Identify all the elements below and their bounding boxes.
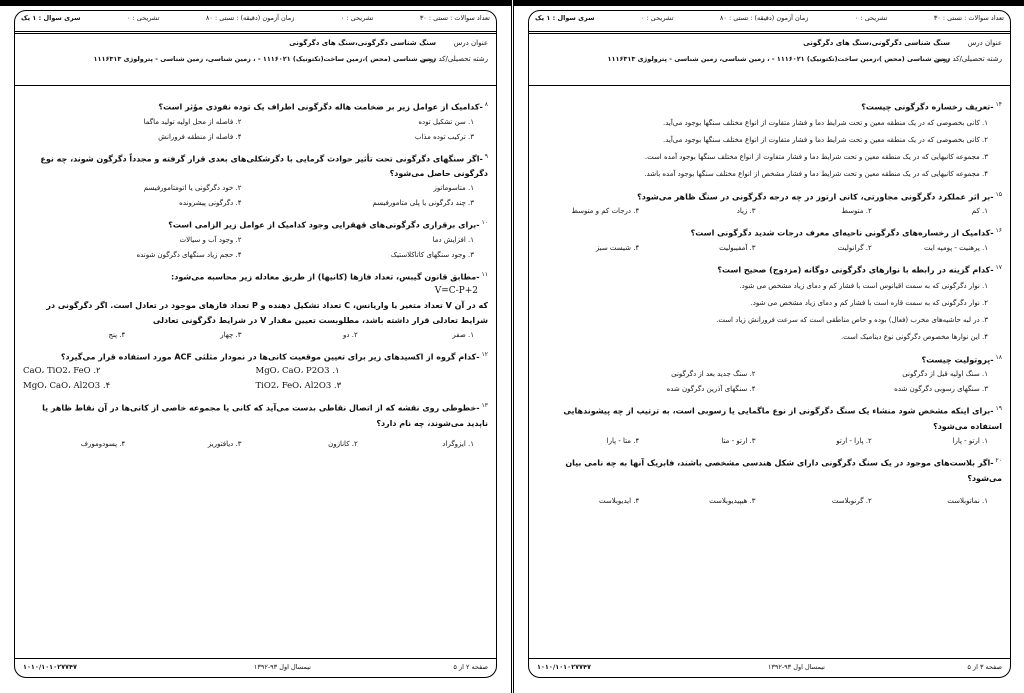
course-label: عنوان درس xyxy=(453,39,488,47)
option[interactable]: ۳. وجود سنگهای کاتاکلاستیک xyxy=(390,250,474,259)
field-value: زمین شناسی (محض )،زمین ساخت(تکتونیک) ۱۱۱۶۰۲۱ - ، زمین شناسی، زمین شناسی - پترولوژی ۱۱۱۶۳۱۳ xyxy=(93,55,436,63)
option[interactable]: ۱. ایزوگراد xyxy=(442,439,474,448)
question: $^{۱۹}$-برای اینکه مشخص شود منشاء یک سنگ دگرگونی از نوع ماگمایی یا رسوبی است، به ترتیب از چه پیشوندهایی استفاده می‌شود؟ ۱. ارتو - پارا ۲. پارا - ارتو ۳. ارتو - متا ۴. متا - پارا xyxy=(537,401,1002,449)
option[interactable]: ۲. کانازون xyxy=(328,439,358,448)
question-series: سری سوال : ۱ یک xyxy=(535,14,595,22)
course-title: سنگ شناسی دگرگونی،سنگ های دگرگونی xyxy=(289,39,436,47)
option[interactable]: ۳. زیاد xyxy=(736,207,756,216)
question-number: ۸ xyxy=(484,101,488,108)
option[interactable]: ۳. چند دگرگونی یا پلی متامورفیسم xyxy=(372,199,474,208)
question: $^{۱۴}$-تعریف رخساره دگرگونی چیست؟ ۱. کانی بخصوصی که در یک منطقه معین و تحت شرایط دما و فشار متفاوت از انواع مختلف سنگها بوجود می‌آید. ۲. کانی بخصوصی که در یک منطقه معین و تحت شرایط دما و فشار متفاوت از انواع مختلف سنگها بوجود می‌آید. ۳. مجموعه کانیهایی که در یک منطقه معین و تحت شرایط دما و فشار متفاوت از انواع مختلف سنگها بوجود آمده است. ۴. مجموعه کانیهایی که در یک منطقه معین و تحت شرایط دما و فشار مشخص از انواع مختلف سنگها بوجود آمده باشد. xyxy=(537,97,1002,183)
option[interactable]: ۱. کم xyxy=(971,207,988,216)
field-label: رشته تحصیلی/کد درس xyxy=(421,55,488,63)
option[interactable]: MgO، CaO، Al2O3 .۴ xyxy=(23,381,111,392)
option[interactable]: ۴. دگرگونی پیشرونده xyxy=(179,199,242,208)
option[interactable]: ۴. شیست سبز xyxy=(595,243,640,252)
exam-time: زمان آزمون (دقیقه) : تستی : ۸۰ xyxy=(205,14,295,22)
course-label: عنوان درس xyxy=(967,39,1002,47)
option[interactable]: ۴. این نوارها مخصوص دگرگونی نوع دینامیک است. xyxy=(840,332,988,341)
course-title: سنگ شناسی دگرگونی،سنگ های دگرگونی xyxy=(803,39,950,47)
question-text: کدام گروه از اکسیدهای زیر برای تعیین موقعیت کانی‌ها در نمودار مثلثی ACF مورد استفاده قرار می‌گیرد؟ xyxy=(60,352,477,362)
question-number: ۱۲ xyxy=(481,350,488,358)
exam-time: زمان آزمون (دقیقه) : تستی : ۸۰ xyxy=(719,14,809,22)
option[interactable]: ۴. پسودومورف xyxy=(80,439,126,448)
option[interactable]: ۱. سن تشکیل توده xyxy=(418,117,474,126)
question-text: کدامیک از عوامل زیر بر ضخامت هاله دگرگونی اطراف یک توده نفوذی مؤثر است؟ xyxy=(158,102,480,112)
question-number: ۱۷ xyxy=(995,263,1002,271)
option[interactable]: ۱. پرهنیت - پومپه ایت xyxy=(924,243,988,252)
option[interactable]: ۳. آمفیبولیت xyxy=(719,243,756,252)
option[interactable]: ۲. وجود آب و سیالات xyxy=(179,235,242,244)
option[interactable]: ۲. فاصله از محل اولیه تولید ماگما xyxy=(143,117,242,126)
option[interactable]: ۱. نماتوبلاست xyxy=(947,496,988,505)
option[interactable]: ۱. نوار دگرگونی که به سمت اقیانوس است با فشار کم و دمای زیاد مشخص می شود. xyxy=(739,281,988,290)
option[interactable]: ۲. دو xyxy=(343,330,358,339)
question-text-continued: که در آن V تعداد متغیر یا واریانس، C تعداد تشکیل دهنده و P تعداد فازهای موجود در تعادل است. اگر دگرگونی در شرایط تعادلی قرار داشته باشد، مطلوبست تعیین مقدار V در شرایط دگرگونی تعادلی xyxy=(46,300,488,325)
question: $^{۱۸}$-پروتولیت چیست؟ ۱. سنگ اولیه قبل از دگرگونی ۲. سنگ جدید بعد از دگرگونی ۳. سنگهای رسوبی دگرگون شده ۴. سنگهای آذرین دگرگون شده xyxy=(537,350,1002,398)
question-number: ۱۶ xyxy=(995,227,1002,235)
option[interactable]: ۴. ایدیوبلاست xyxy=(599,496,640,505)
option[interactable]: ۱. کانی بخصوصی که در یک منطقه معین و تحت شرایط دما و فشار متفاوت از انواع مختلف سنگها بوجود می‌آید. xyxy=(662,118,988,127)
question: $^{۱۵}$-بر اثر عملکرد دگرگونی مجاورتی، کانی ارتوز در چه درجه دگرگونی در سنگ ظاهر می‌شود؟ ۱. کم ۲. متوسط ۳. زیاد ۴. درجات کم و متوسط xyxy=(537,187,1002,220)
question: $^{۱۳}$-خطوطی روی نقشه که از اتصال نقاطی بدست می‌آید که کانی یا مجموعه خاصی از کانی‌ها در آن نقاط ظاهر یا ناپدید می‌شوند، چه نام دارد؟ ۱. ایزوگراد ۲. کانازون ۳. دیافتوریز ۴. پسودومورف xyxy=(23,398,488,452)
top-border xyxy=(0,0,511,6)
option[interactable]: ۳. هیپیدیوبلاست xyxy=(709,496,756,505)
exam-time-desc: تشریحی : ۰ xyxy=(126,14,160,22)
option[interactable]: ۴. درجات کم و متوسط xyxy=(571,207,640,216)
question-number: ۱۴ xyxy=(995,101,1002,108)
option[interactable]: ۳. ارتو - متا xyxy=(721,436,756,445)
option[interactable]: ۳. ترکیب توده مذاب xyxy=(414,132,474,141)
option[interactable]: ۴. پنج xyxy=(108,330,126,339)
option[interactable]: ۴. مجموعه کانیهایی که در یک منطقه معین و تحت شرایط دما و فشار مشخص از انواع مختلف سنگها بوجود آمده باشد. xyxy=(644,169,988,178)
option[interactable]: ۱. افزایش دما xyxy=(432,235,474,244)
exam-page-right xyxy=(513,0,1024,693)
question-text: اگر سنگهای دگرگونی تحت تأثیر حوادث گرمایی با دگرشکلی‌های بعدی قرار گرفته و مجدداً دگرگون شوند، چه نوع دگرگونی حاصل می‌شود؟ xyxy=(40,154,488,179)
question-number: ۱۸ xyxy=(995,353,1002,361)
option[interactable]: ۲. پارا - ارتو xyxy=(836,436,872,445)
question: $^{۱۰}$-برای برقراری دگرگونی‌های قهقرایی وجود کدامیک از عوامل زیر الزامی است؟ ۱. افزایش دما ۲. وجود آب و سیالات ۳. وجود سنگهای کاتاکلاستیک ۴. حجم زیاد سنگهای دگرگون شونده xyxy=(23,215,488,263)
question-number: ۱۹ xyxy=(995,405,1002,413)
question-text: برای اینکه مشخص شود منشاء یک سنگ دگرگونی از نوع ماگمایی یا رسوبی است، به ترتیب از چه پیشوندهایی استفاده می‌شود؟ xyxy=(563,406,1002,431)
question-series: سری سوال : ۱ یک xyxy=(21,14,81,22)
exam-header xyxy=(15,11,496,86)
option[interactable]: ۲. متوسط xyxy=(841,207,872,216)
option[interactable]: ۲. سنگ جدید بعد از دگرگونی xyxy=(671,370,756,379)
questions-area xyxy=(537,97,1002,653)
option[interactable]: ۱. ارتو - پارا xyxy=(952,436,988,445)
option[interactable]: ۳. سنگهای رسوبی دگرگون شده xyxy=(894,385,988,394)
question-text: کدام گزینه در رابطه با نوارهای دگرگونی دوگانه (مزدوج) صحیح است؟ xyxy=(717,265,991,275)
option[interactable]: ۱. سنگ اولیه قبل از دگرگونی xyxy=(902,370,988,379)
question: $^۸$-کدامیک از عوامل زیر بر ضخامت هاله دگرگونی اطراف یک توده نفوذی مؤثر است؟ ۱. سن تشکیل توده ۲. فاصله از محل اولیه تولید ماگما ۳. ترکیب توده مذاب ۴. فاصله از منطقه فرورانش xyxy=(23,97,488,145)
questions-area xyxy=(23,97,488,653)
question-number: ۱۱ xyxy=(481,270,488,278)
descriptive-count: تشریحی : ۰ xyxy=(854,14,888,22)
page-footer xyxy=(529,658,1010,677)
descriptive-count: تشریحی : ۰ xyxy=(340,14,374,22)
question-number: ۱۰ xyxy=(481,219,488,227)
question-text: پروتولیت چیست؟ xyxy=(921,355,991,365)
option[interactable]: ۲. گرنوبلاست xyxy=(831,496,872,505)
option[interactable]: ۴. فاصله از منطقه فرورانش xyxy=(158,132,242,141)
option[interactable]: ۳. دیافتوریز xyxy=(207,439,242,448)
page-frame xyxy=(528,10,1011,678)
option[interactable]: ۱. متاسوماتوز xyxy=(433,184,474,193)
question-number: ۱۵ xyxy=(995,190,1002,198)
question: $^{۱۱}$-مطابق قانون گیبس، تعداد فازها (کانیها) از طریق معادله زیر محاسبه می‌شود: V=C-P+2 که در آن V تعداد متغیر یا واریانس، C تعداد تشکیل دهنده و P تعداد فازهای موجود در تعادل است. اگر دگرگونی در شرایط تعادلی قرار داشته باشد، مطلوبست تعیین مقدار V در شرایط دگرگونی تعادلی ۱. صفر ۲. دو ۳. چهار ۴. پنج xyxy=(23,267,488,343)
field-value: زمین شناسی (محض )،زمین ساخت(تکتونیک) ۱۱۱۶۰۲۱ - ، زمین شناسی، زمین شناسی - پترولوژی ۱۱۱۶۳۱۳ xyxy=(607,55,950,63)
semester: نیمسال اول ۹۳-۱۳۹۲ xyxy=(253,663,311,671)
option[interactable]: MgO، CaO، P2O3 .۱ xyxy=(255,366,340,377)
option[interactable]: ۴. سنگهای آذرین دگرگون شده xyxy=(666,385,756,394)
question: $^{۱۷}$-کدام گزینه در رابطه با نوارهای دگرگونی دوگانه (مزدوج) صحیح است؟ ۱. نوار دگرگونی که به سمت اقیانوس است با فشار کم و دمای زیاد مشخص می شود. ۲. نوار دگرگونی که به سمت قاره است با فشار کم و دمای زیاد مشخص می شود. ۳. در لبه حاشیه‌های مخرب (فعال) بوده و خاص مناطقی است که سرعت فرورانش زیاد است. ۴. این نوارها مخصوص دگرگونی نوع دینامیک است. xyxy=(537,260,1002,346)
question: $^{۱۲}$-کدام گروه از اکسیدهای زیر برای تعیین موقعیت کانی‌ها در نمودار مثلثی ACF مورد استفاده قرار می‌گیرد؟ MgO، CaO، P2O3 .۱ CaO، TiO2، FeO .۲ TiO2، FeO، Al2O3 .۳ MgO، CaO، Al2O3 .۴ xyxy=(23,347,488,395)
option[interactable]: ۳. چهار xyxy=(220,330,242,339)
exam-header xyxy=(529,11,1010,86)
exam-time-desc: تشریحی : ۰ xyxy=(640,14,674,22)
option[interactable]: ۳. در لبه حاشیه‌های مخرب (فعال) بوده و خاص مناطقی است که سرعت فرورانش زیاد است. xyxy=(716,315,988,324)
field-label: رشته تحصیلی/کد درس xyxy=(935,55,1002,63)
exam-code: ۱۰۱۰/۱۰۱۰۲۷۷۴۷ xyxy=(537,663,591,671)
page-number: صفحه ۲ از ۵ xyxy=(453,663,488,671)
option[interactable]: ۴. متا - پارا xyxy=(606,436,640,445)
question: $^{۱۶}$-کدامیک از رخساره‌های دگرگونی ناحیه‌ای معرف درجات شدید دگرگونی است؟ ۱. پرهنیت - پومپه ایت ۲. گرانولیت ۳. آمفیبولیت ۴. شیست سبز xyxy=(537,223,1002,256)
question-number: ۱۳ xyxy=(481,402,488,410)
question-text: مطابق قانون گیبس، تعداد فازها (کانیها) از طریق معادله زیر محاسبه می‌شود: xyxy=(171,272,477,282)
option[interactable]: ۲. نوار دگرگونی که به سمت قاره است با فشار کم و دمای زیاد مشخص می شود. xyxy=(750,298,988,307)
question-text: خطوطی روی نقشه که از اتصال نقاطی بدست می‌آید که کانی یا مجموعه خاصی از کانی‌ها در آن نقاط ظاهر یا ناپدید می‌شوند، چه نام دارد؟ xyxy=(42,403,488,428)
question: $^{۲۰}$-اگر بلاست‌های موجود در یک سنگ دگرگونی دارای شکل هندسی مشخصی باشند، فابریک آنها به چه نامی بیان می‌شود؟ ۱. نماتوبلاست ۲. گرنوبلاست ۳. هیپیدیوبلاست ۴. ایدیوبلاست xyxy=(537,453,1002,509)
semester: نیمسال اول ۹۳-۱۳۹۲ xyxy=(767,663,825,671)
question-text: اگر بلاست‌های موجود در یک سنگ دگرگونی دارای شکل هندسی مشخصی باشند، فابریک آنها به چه نامی بیان می‌شود؟ xyxy=(565,458,1002,483)
gibbs-formula: V=C-P+2 xyxy=(434,285,478,296)
page-footer xyxy=(15,658,496,677)
question-number: ۹ xyxy=(484,152,488,160)
questions-count: تعداد سوالات : تستی : ۳۰ xyxy=(933,14,1004,22)
option[interactable]: TiO2، FeO، Al2O3 .۳ xyxy=(255,381,342,392)
option[interactable]: ۴. حجم زیاد سنگهای دگرگون شونده xyxy=(136,250,242,259)
question-text: کدامیک از رخساره‌های دگرگونی ناحیه‌ای معرف درجات شدید دگرگونی است؟ xyxy=(690,228,991,238)
question-number: ۲۰ xyxy=(995,456,1002,464)
page-frame xyxy=(14,10,497,678)
question-text: بر اثر عملکرد دگرگونی مجاورتی، کانی ارتوز در چه درجه دگرگونی در سنگ ظاهر می‌شود؟ xyxy=(637,192,991,202)
questions-count: تعداد سوالات : تستی : ۳۰ xyxy=(419,14,490,22)
page-number: صفحه ۳ از ۵ xyxy=(967,663,1002,671)
question-text: برای برقراری دگرگونی‌های قهقرایی وجود کدامیک از عوامل زیر الزامی است؟ xyxy=(168,220,477,230)
option[interactable]: ۲. کانی بخصوصی که در یک منطقه معین و تحت شرایط دما و فشار متفاوت از انواع مختلف سنگها بوجود می‌آید. xyxy=(662,135,988,144)
option[interactable]: ۳. مجموعه کانیهایی که در یک منطقه معین و تحت شرایط دما و فشار متفاوت از انواع مختلف سنگها بوجود آمده است. xyxy=(644,152,988,161)
option[interactable]: ۱. صفر xyxy=(452,330,474,339)
question: $^۹$-اگر سنگهای دگرگونی تحت تأثیر حوادث گرمایی با دگرشکلی‌های بعدی قرار گرفته و مجدداً دگرگون شوند، چه نوع دگرگونی حاصل می‌شود؟ ۱. متاسوماتوز ۲. خود دگرگونی یا اتومتامورفیسم ۳. چند دگرگونی یا پلی متامورفیسم ۴. دگرگونی پیشرونده xyxy=(23,149,488,212)
top-border xyxy=(514,0,1024,6)
option[interactable]: ۲. خود دگرگونی یا اتومتامورفیسم xyxy=(143,184,242,193)
exam-code: ۱۰۱۰/۱۰۱۰۲۷۷۴۷ xyxy=(23,663,77,671)
question-text: تعریف رخساره دگرگونی چیست؟ xyxy=(861,102,991,112)
option[interactable]: CaO، TiO2، FeO .۲ xyxy=(23,366,101,377)
option[interactable]: ۲. گرانولیت xyxy=(837,243,872,252)
